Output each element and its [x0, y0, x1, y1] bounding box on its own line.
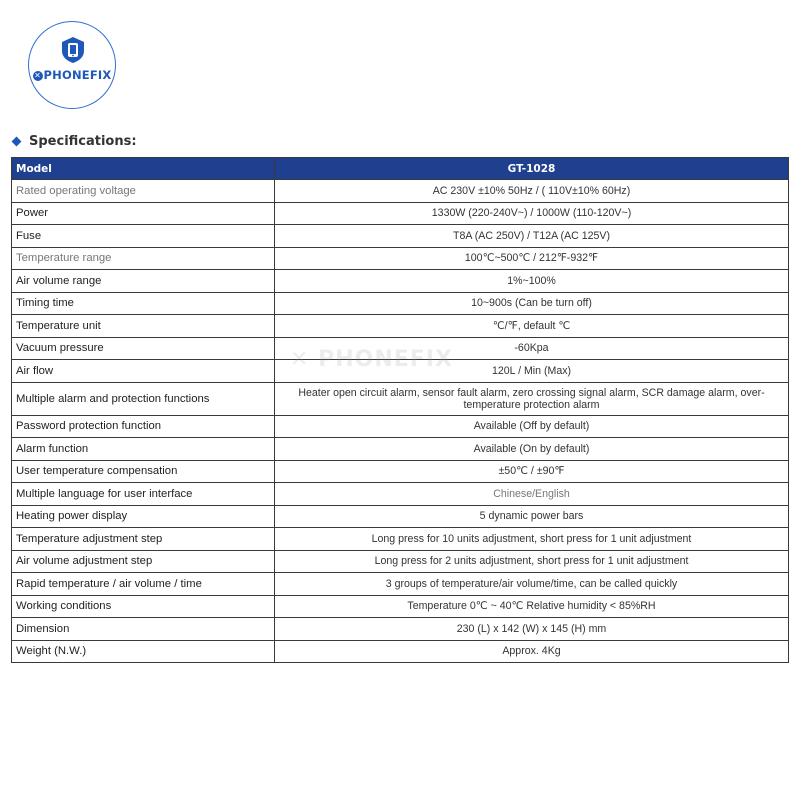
table-row [12, 573, 789, 596]
section-heading [12, 132, 137, 150]
table-header-row [12, 158, 789, 180]
spec-value: Chinese/English [275, 483, 789, 506]
spec-label: User temperature compensation [12, 460, 275, 483]
spec-value: ±50℃ / ±90℉ [275, 460, 789, 483]
spec-label: Timing time [12, 292, 275, 315]
spec-value: Temperature 0℃ ~ 40℃ Relative humidity < 85%RH [275, 595, 789, 618]
spec-value: 230 (L) x 142 (W) x 145 (H) mm [275, 618, 789, 641]
table-row [12, 415, 789, 438]
spec-value: 1330W (220-240V~) / 1000W (110-120V~) [275, 202, 789, 225]
spec-label: Fuse [12, 225, 275, 248]
logo-wordmark: ✕ PHONEFIX [34, 68, 112, 82]
table-row [12, 483, 789, 506]
spec-value: Long press for 2 units adjustment, short press for 1 unit adjustment [275, 550, 789, 573]
spec-value: T8A (AC 250V) / T12A (AC 125V) [275, 225, 789, 248]
spec-label: Temperature unit [12, 315, 275, 338]
table-row [12, 292, 789, 315]
spec-label: Vacuum pressure [12, 337, 275, 360]
table-row [12, 180, 789, 203]
spec-value: 1%~100% [275, 270, 789, 293]
spec-value: -60Kpa [275, 337, 789, 360]
spec-value [275, 382, 789, 415]
table-row [12, 382, 789, 415]
table-row [12, 270, 789, 293]
spec-label: Heating power display [12, 505, 275, 528]
spec-value: 5 dynamic power bars [275, 505, 789, 528]
phonefix-shield-wrench-icon [59, 36, 87, 64]
header-model-value: GT-1028 [275, 158, 789, 180]
spec-label: Air volume adjustment step [12, 550, 275, 573]
diamond-bullet-icon [12, 136, 22, 146]
table-row [12, 247, 789, 270]
spec-label: Air flow [12, 360, 275, 383]
table-row [12, 315, 789, 338]
spec-label: Password protection function [12, 415, 275, 438]
specifications-table [11, 157, 789, 663]
section-title: Specifications: [29, 133, 137, 149]
spec-label: Alarm function [12, 438, 275, 461]
watermark: ✕ PHONEFIX [290, 347, 453, 372]
spec-value: AC 230V ±10% 50Hz / ( 110V±10% 60Hz) [275, 180, 789, 203]
table-row [12, 438, 789, 461]
table-row [12, 550, 789, 573]
table-row [12, 202, 789, 225]
table-row [12, 225, 789, 248]
table-row [12, 505, 789, 528]
spec-value: Long press for 10 units adjustment, short press for 1 unit adjustment [275, 528, 789, 551]
brand-logo [28, 21, 116, 109]
table-row [12, 337, 789, 360]
header-model-label: Model [12, 158, 275, 180]
spec-label: Temperature range [12, 247, 275, 270]
table-row [12, 360, 789, 383]
spec-value: Available (Off by default) [275, 415, 789, 438]
spec-label: Rapid temperature / air volume / time [12, 573, 275, 596]
spec-label: Rated operating voltage [12, 180, 275, 203]
spec-value: 100℃~500℃ / 212℉-932℉ [275, 247, 789, 270]
table-row [12, 528, 789, 551]
x-icon: ✕ [34, 71, 41, 80]
spec-label: Multiple language for user interface [12, 483, 275, 506]
spec-value: 10~900s (Can be turn off) [275, 292, 789, 315]
spec-value: Available (On by default) [275, 438, 789, 461]
table-row [12, 640, 789, 663]
spec-label: Temperature adjustment step [12, 528, 275, 551]
spec-value: Approx. 4Kg [275, 640, 789, 663]
spec-label: Multiple alarm and protection functions [12, 382, 275, 415]
table-row [12, 595, 789, 618]
spec-label: Air volume range [12, 270, 275, 293]
spec-value: 3 groups of temperature/air volume/time, can be called quickly [275, 573, 789, 596]
spec-value: 120L / Min (Max) [275, 360, 789, 383]
spec-label: Dimension [12, 618, 275, 641]
spec-value-text: Heater open circuit alarm, sensor fault alarm, zero crossing signal alarm, SCR damage alarm, over-temperature protection alarm [298, 386, 765, 411]
spec-value: ℃/℉, default ℃ [275, 315, 789, 338]
table-row [12, 618, 789, 641]
spec-label: Power [12, 202, 275, 225]
spec-label: Working conditions [12, 595, 275, 618]
spec-label: Weight (N.W.) [12, 640, 275, 663]
table-row [12, 460, 789, 483]
